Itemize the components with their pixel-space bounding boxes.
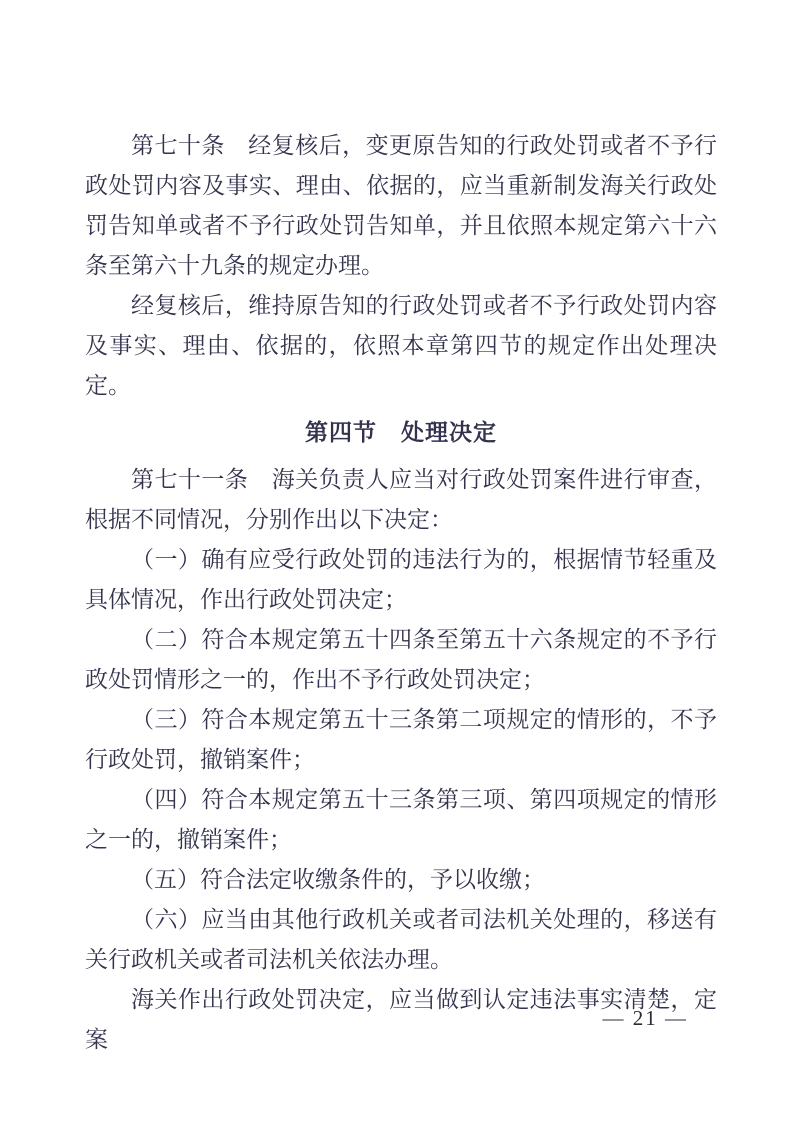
page-number-footer [603, 1003, 689, 1033]
article-71-closing-partial: 海关作出行政处罚决定，应当做到认定违法事实清楚，定案 [85, 987, 717, 1052]
section-heading: 第四节 处理决定 [305, 420, 497, 445]
article-71-item-4: （四）符合本规定第五十三条第三项、第四项规定的情形之一的，撤销案件； [85, 787, 717, 852]
article-71-intro: 第七十一条 海关负责人应当对行政处罚案件进行审查，根据不同情况，分别作出以下决定： [85, 467, 717, 532]
article-70-paragraph-1: 第七十条 经复核后，变更原告知的行政处罚或者不予行政处罚内容及事实、理由、依据的，应当重新制发海关行政处罚告知单或者不予行政处罚告知单，并且依照本规定第六十六条至第六十九条的规定办理。 [85, 133, 717, 278]
article-71-item-2: （二）符合本规定第五十四条至第五十六条规定的不予行政处罚情形之一的，作出不予行政处罚决定； [85, 627, 717, 692]
document-body [85, 126, 717, 1060]
article-70-paragraph-2: 经复核后，维持原告知的行政处罚或者不予行政处罚内容及事实、理由、依据的，依照本章第四节的规定作出处理决定。 [85, 293, 717, 398]
article-71-item-5: （五）符合法定收缴条件的，予以收缴； [131, 867, 545, 892]
article-71-item-6: （六）应当由其他行政机关或者司法机关处理的，移送有关行政机关或者司法机关依法办理。 [85, 907, 717, 972]
page-number-text: — 21 — [602, 1006, 688, 1030]
article-71-item-3: （三）符合本规定第五十三条第二项规定的情形的，不予行政处罚，撤销案件； [85, 707, 717, 772]
article-71-item-1: （一）确有应受行政处罚的违法行为的，根据情节轻重及具体情况，作出行政处罚决定； [85, 547, 717, 612]
